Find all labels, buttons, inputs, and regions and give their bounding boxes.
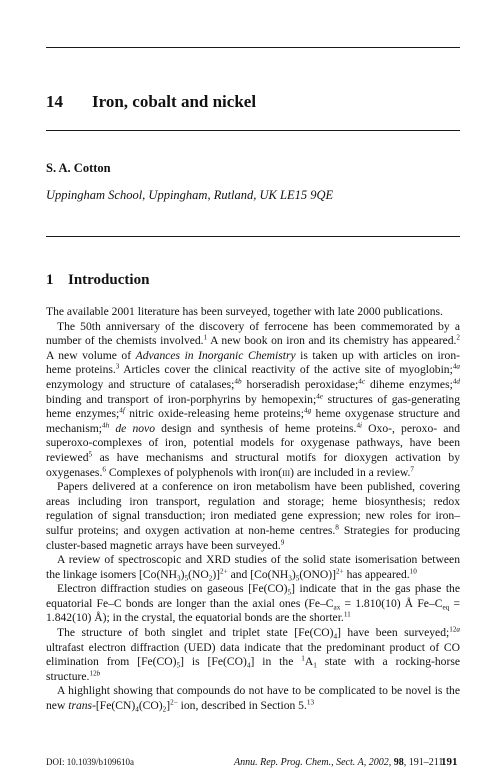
footer-citation bbox=[234, 757, 443, 768]
footer-volume: 98 bbox=[393, 757, 404, 768]
affiliation-rule bbox=[46, 236, 460, 237]
top-rule bbox=[46, 47, 460, 48]
author-affiliation: Uppingham School, Uppingham, Rutland, UK LE15 9QE bbox=[46, 188, 334, 202]
section-heading bbox=[46, 272, 149, 289]
footer-year: 2002, bbox=[368, 757, 392, 768]
chapter-rule bbox=[46, 130, 460, 131]
footer-journal: Annu. Rep. Prog. Chem., Sect. A, bbox=[234, 757, 367, 768]
chapter-number: 14 bbox=[46, 92, 63, 111]
chapter-heading bbox=[46, 92, 256, 112]
footer-pages: , 191–211 bbox=[403, 757, 444, 768]
section-number: 1 bbox=[46, 272, 54, 288]
body-text bbox=[46, 305, 460, 714]
author-name: S. A. Cotton bbox=[46, 161, 111, 175]
paragraph: Papers delivered at a conference on iron metabolism have been published, covering areas including iron transport, regulation and storage; heme biosynthesis; redox regulation of signal transduction; iron mediated gene expression; new roles for iron–sulfur proteins; and oxygen activation at non-heme centres.$^8$ Strategies for producing cluster-based magnetic arrays have been surveyed.$^9$ bbox=[46, 480, 460, 552]
paragraph: A review of spectroscopic and XRD studies of the solid state isomerisation between the linkage isomers $[Co(NH_3)_5(NO_2)]^{2+}$ and $[Co(NH_3)_5(ONO)]^{2+}$ has appeared.$^{10}$ bbox=[46, 553, 460, 583]
paragraph: The available 2001 literature has been surveyed, together with late 2000 publications. bbox=[46, 305, 443, 318]
paragraph: Electron diffraction studies on gaseous $[Fe(CO)_5]$ indicate that in the gas phase the equatorial Fe–C bonds are longer than the axial ones ($Fe-C_{ax} = 1.810(10)$ Å $Fe-C_{eq} = 1.842(10)$ Å); in the crystal, the equatorial bonds are the shorter.$^{11}$ bbox=[46, 582, 461, 625]
chapter-title: Iron, cobalt and nickel bbox=[92, 92, 257, 111]
footer-doi: DOI: 10.1039/b109610a bbox=[46, 757, 134, 767]
paragraph: The structure of both singlet and triplet state $[Fe(CO)_4]$ have been surveyed;$^{12a}$ ultrafast electron diffraction (UED) data indicate that the predominant product of CO elimination from $[Fe(CO)_5]$ is $[Fe(CO)_4]$ in the $^1A_1$ state with a rocking-horse structure.$^{12b}$ bbox=[46, 625, 460, 683]
page-number: 191 bbox=[441, 756, 458, 768]
section-title: Introduction bbox=[68, 272, 150, 288]
paragraph: A highlight showing that compounds do not have to be complicated to be novel is the new trans-$[Fe(CN)_4(CO)_2]^{2-}$ ion, described in Section 5.13 bbox=[46, 684, 460, 714]
paragraph: The 50th anniversary of the discovery of ferrocene has been commemorated by a number of the chemists involved.$^1$ A new book on iron and its chemistry has appeared.$^2$ A new volume of Advances in Inorganic Chemistry is taken up with articles on iron-heme proteins.$^3$ Articles cover the clinical reactivity of the active site of myoglobin;$^{4a}$ enzymology and structure of catalases;$^{4b}$ horseradish peroxidase;$^{4c}$ diheme enzymes;$^{4d}$ binding and transport of iron-porphyrins by hemopexin;$^{4e}$ structures of gas-generating heme enzymes;$^{4f}$ nitric oxide-releasing heme proteins;$^{4g}$ heme oxygenase structure and mechanism;$^{4h}$ de novo design and synthesis of heme proteins.$^{4i}$ Oxo-, peroxo- and superoxo-complexes of iron, potential models for oxygenase pathways, have been reviewed$^5$ as have mechanisms and structural motifs for dioxygen activation by oxygenases.$^6$ Complexes of polyphenols with iron(iii) are included in a review.$^7$ bbox=[46, 319, 461, 479]
